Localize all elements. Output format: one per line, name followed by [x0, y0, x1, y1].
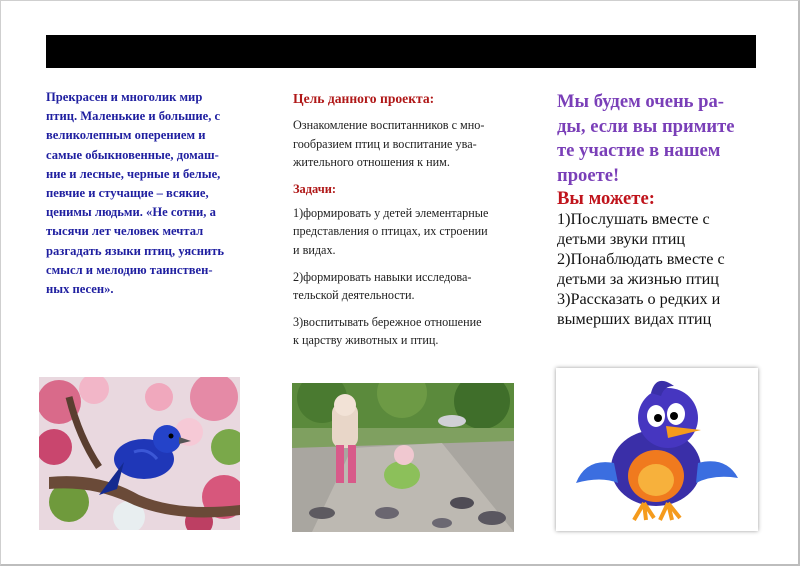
intro-text — [46, 88, 246, 299]
task-line: 3)воспитывать бережное отношение — [293, 314, 482, 329]
intro-line: смысл и мелодию таинствен- — [46, 262, 213, 277]
tasks-title: Задачи: — [293, 181, 336, 196]
can-list — [557, 209, 777, 329]
intro-line: Прекрасен и многолик мир — [46, 90, 203, 104]
invite-line: те участие в нашем — [557, 140, 721, 161]
intro-line: птиц. Маленькие и большие, с — [46, 109, 221, 124]
task-line: 2)формировать навыки исследова- — [293, 269, 472, 284]
invitation-heading — [557, 90, 777, 188]
intro-line: певчие и стучащие – всякие, — [46, 186, 209, 201]
cartoon-bird-illustration — [556, 368, 758, 531]
children-pigeons-photo — [292, 383, 514, 532]
goal-title: Цель данного проекта: — [293, 91, 435, 106]
task-item — [293, 268, 518, 305]
task-item — [293, 204, 518, 260]
task-line: тельской деятельности. — [293, 288, 415, 303]
goal-paragraph — [293, 116, 518, 172]
goal-line: гообразием птиц и воспитание ува- — [293, 136, 477, 151]
intro-line: тысячи лет человек мечтал — [46, 224, 204, 239]
intro-line: великолепным оперением и — [46, 128, 206, 143]
header-bar — [46, 35, 756, 68]
task-item — [293, 313, 518, 350]
invite-line: ды, если вы примите — [557, 115, 735, 137]
task-line: к царству животных и птиц. — [293, 333, 439, 348]
goal-line: жительного отношения к ним. — [293, 155, 450, 170]
blue-bird-photo — [39, 377, 240, 530]
can-title: Вы можете: — [557, 188, 655, 209]
invite-line: проете! — [557, 164, 620, 186]
intro-line: разгадать языки птиц, уяснить — [46, 243, 225, 258]
task-line: 1)формировать у детей элементарные — [293, 205, 489, 220]
intro-line: ценимы людьми. «Не сотни, а — [46, 205, 216, 220]
intro-line: самые обыкновенные, домаш- — [46, 147, 219, 162]
intro-line: ных песен». — [46, 282, 114, 297]
task-line: представления о птицах, их строении — [293, 224, 488, 239]
can-line: 3)Рассказать о редких и — [557, 290, 721, 308]
task-line: и видах. — [293, 242, 336, 257]
can-line: 2)Понаблюдать вместе с — [557, 250, 725, 268]
can-line: детьми за жизнью птиц — [557, 270, 719, 288]
invitation-section — [557, 90, 777, 329]
intro-line: ние и лесные, черные и белые, — [46, 166, 221, 181]
can-line: детьми звуки птиц — [557, 230, 686, 248]
goal-line: Ознакомление воспитанников с мно- — [293, 118, 485, 132]
can-line: вымерших видах птиц — [557, 310, 712, 328]
project-goal-section — [293, 90, 518, 358]
can-line: 1)Послушать вместе с — [557, 210, 710, 228]
invite-line: Мы будем очень ра- — [557, 91, 724, 112]
